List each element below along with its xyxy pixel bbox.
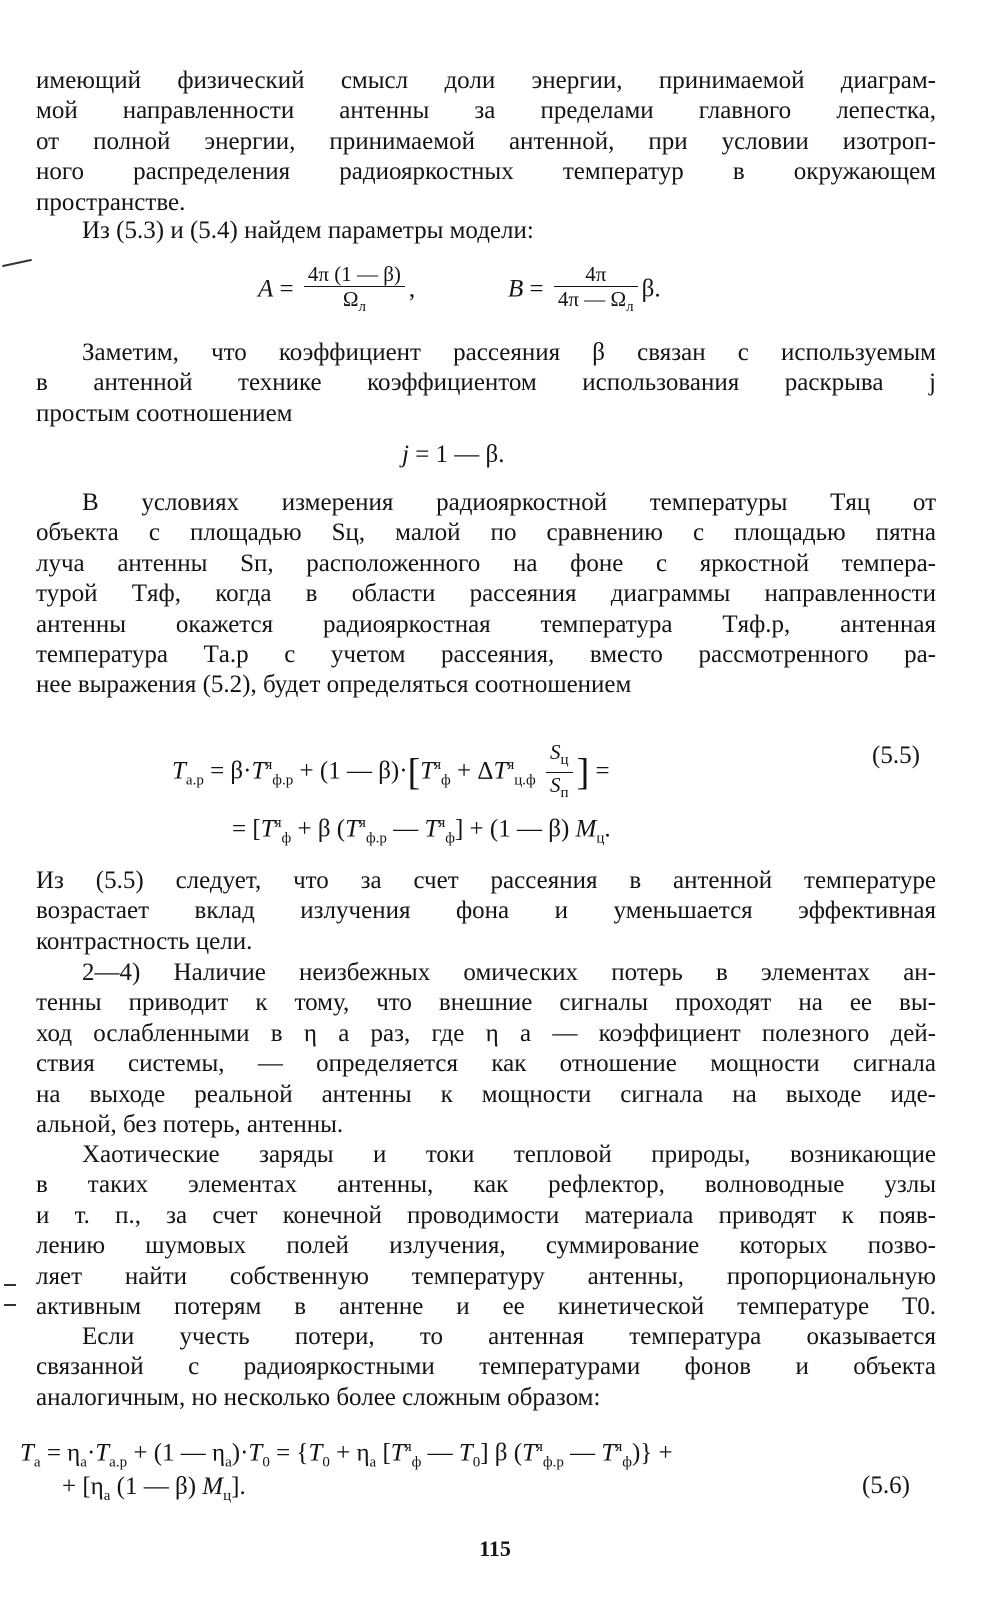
text-line: имеющий физический смысл доли энергии, принимаемой диаграм- (36, 67, 936, 94)
text-line: простым соотношением (36, 399, 293, 427)
text-line: мой направленности антенны за пределами главного лепестка, (36, 97, 936, 125)
margin-mark (2, 259, 32, 267)
text-line: альной, без потерь, антенны. (36, 1111, 344, 1139)
text-line: В условиях измерения радиояркостной температуры Tяц от (82, 489, 936, 516)
equation-5-6-line1: $T_а = \eta_а\cdot T_{а.р} + (1$ — $\eta_а)\cdot T_0 = \{T_0 + \eta_а$ [$T^я_ф$ — $T_0$] β ($T^я_{ф.р}$ — $T^я_ф$)} + (20, 1439, 673, 1471)
text-line: в таких элементах антенны, как рефлектор, волноводные узлы (36, 1171, 936, 1199)
paragraph-2 (36, 216, 936, 246)
text-line: аналогичным, но несколько более сложным образом: (36, 1383, 601, 1411)
page-number: 115 (479, 1536, 511, 1561)
text-line: и т. п., за счет конечной проводимости материала приводят к появ- (36, 1201, 936, 1229)
text-line: Заметим, что коэффициент рассеяния β связан с используемым (82, 339, 936, 366)
text-line: связанной с радиояркостными температурами фонов и объекта (36, 1353, 936, 1381)
text-line: Если учесть потери, то антенная температура оказывается (82, 1323, 936, 1350)
text-line: возрастает вклад излучения фона и уменьшается эффективная (36, 897, 936, 925)
text-line: пространстве. (36, 188, 186, 216)
text-line: контрастность цели. (36, 927, 253, 955)
text-line: ход ослабленными в η а раз, где η а — коэффициент полезного дей- (36, 1019, 936, 1047)
text-line: луча антенны Sп, расположенного на фоне с яркостной темпера- (36, 549, 936, 577)
text-line: антенны окажется радиояркостная температура Tяф.р, антенная (36, 610, 936, 638)
paragraph-1 (36, 66, 936, 218)
text-line: 2—4) Наличие неизбежных омических потерь в элементах ан- (82, 959, 936, 986)
text-line: ного распределения радиояркостных температур в окружающем (36, 158, 936, 186)
margin-mark (4, 1304, 16, 1306)
text-line: Из (5.3) и (5.4) найдем параметры модели: (82, 217, 534, 244)
paragraph-7 (36, 1140, 936, 1322)
paragraph-8 (36, 1322, 936, 1413)
equation-number-5-5: (5.5) (872, 742, 920, 769)
text-line: температура Tа.р с учетом рассеяния, вместо рассмотренного ра- (36, 641, 936, 669)
text-line: Хаотические заряды и токи тепловой природы, возникающие (82, 1141, 936, 1168)
paragraph-6 (36, 958, 936, 1140)
equation-5-5-line1: $T_{а.р} = \beta\cdot T^я_{ф.р} + (1$ — $\beta)\cdot[T^я_ф + \Delta T^я_{ц.ф}$ $\frac{S_ц}{S_п}$ ] = (172, 740, 610, 802)
text-line: Из (5.5) следует, что за счет рассеяния в антенной температуре (36, 867, 936, 894)
text-line: тенны приводит к тому, что внешние сигналы проходят на ее вы- (36, 989, 936, 1017)
paragraph-5 (36, 866, 936, 957)
text-line: лению шумовых полей излучения, суммирование которых позво- (36, 1232, 936, 1260)
equation-5-6-line2: + [$\eta_а$ (1 — β) $M_ц$]. (62, 1473, 246, 1504)
text-line: ствия системы, — определяется как отношение мощности сигнала (36, 1050, 936, 1078)
text-line: объекта с площадью Sц, малой по сравнению с площадью пятна (36, 519, 936, 547)
paragraph-3 (36, 338, 936, 429)
equation-5-5-line2: = [$T^я_ф + \beta$ ($T^я_{ф.р}$ — $T^я_ф] + (1$ — β) $M_ц$. (232, 815, 611, 847)
paragraph-4 (36, 488, 936, 701)
text-line: нее выражения (5.2), будет определяться соотношением (36, 671, 632, 699)
equation-j: j = 1 — β. (402, 441, 505, 468)
text-line: турой Tяф, когда в области рассеяния диаграммы направленности (36, 580, 936, 608)
equation-number-5-6: (5.6) (862, 1472, 910, 1499)
text-line: ляет найти собственную температуру антенны, пропорциональную (36, 1262, 936, 1290)
equation-model-B: B = $\frac{4\pi}{4\pi — \Omega_л}$ β. (508, 262, 661, 316)
text-line: от полной энергии, принимаемой антенной, при условии изотроп- (36, 127, 936, 155)
equation-model-A: A = $\frac{4\pi (1 — \beta)}{\Omega_л}$ , (258, 262, 416, 316)
text-line: активным потерям в антенне и ее кинетической температуре T0. (36, 1293, 936, 1321)
text-line: в антенной технике коэффициентом использования раскрыва j (36, 369, 936, 397)
text-line: на выходе реальной антенны к мощности сигнала на выходе иде- (36, 1080, 936, 1108)
margin-mark (4, 1284, 16, 1286)
